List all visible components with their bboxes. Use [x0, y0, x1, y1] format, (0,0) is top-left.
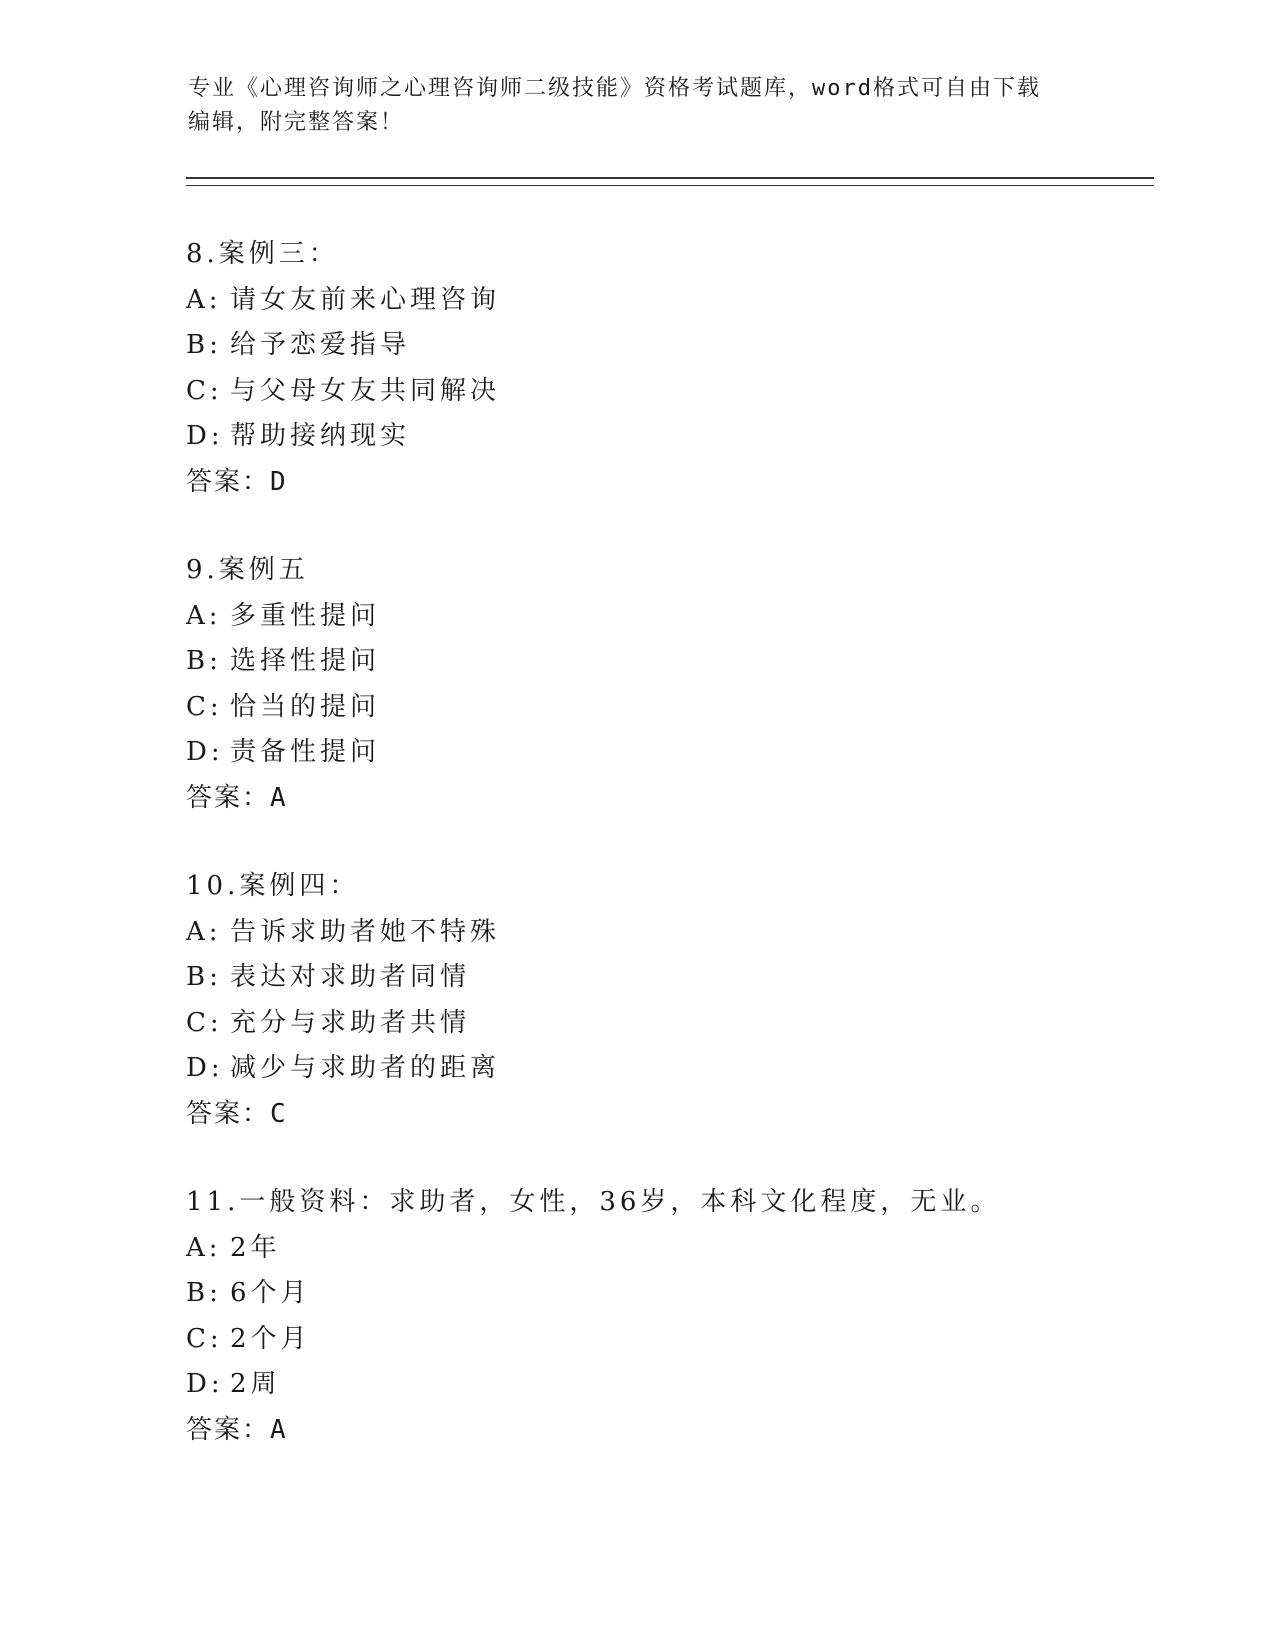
header-divider: [186, 177, 1154, 186]
question-title: 9.案例五: [186, 555, 309, 585]
option-text: 表达对求助者同情: [230, 962, 471, 992]
option-key: D:: [186, 737, 224, 767]
option-key: A:: [186, 284, 222, 315]
option-b: [186, 1271, 1000, 1317]
option-c: [186, 1317, 1000, 1363]
option-b: [186, 955, 500, 1001]
option-c: [186, 685, 380, 731]
option-text: 选择性提问: [230, 646, 381, 676]
option-d: [186, 730, 380, 776]
question-title: 11.一般资料：求助者，女性，36岁，本科文化程度，无业。: [186, 1187, 1001, 1217]
option-key: B:: [186, 646, 222, 676]
option-d: [186, 1362, 1000, 1408]
option-key: A:: [186, 916, 222, 947]
option-a: [186, 910, 500, 956]
option-c: [186, 369, 500, 415]
option-text: 2年: [230, 1232, 281, 1263]
option-text: 告诉求助者她不特殊: [230, 916, 501, 947]
option-key: C:: [186, 691, 223, 722]
answer: 答案：A: [186, 782, 288, 813]
option-text: 2周: [230, 1369, 281, 1399]
option-text: 减少与求助者的距离: [230, 1053, 501, 1083]
option-text: 充分与求助者共情: [230, 1007, 471, 1038]
option-b: [186, 639, 380, 685]
answer: 答案：D: [186, 466, 288, 497]
option-text: 请女友前来心理咨询: [230, 284, 501, 315]
option-b: [186, 323, 500, 369]
option-key: A:: [186, 600, 222, 631]
option-text: 责备性提问: [230, 737, 381, 767]
option-d: [186, 414, 500, 460]
option-text: 恰当的提问: [230, 691, 381, 722]
option-text: 多重性提问: [230, 600, 381, 631]
question-title: 8.案例三：: [186, 239, 339, 269]
option-a: [186, 1226, 1000, 1272]
option-key: C:: [186, 1323, 223, 1354]
answer: 答案：A: [186, 1414, 288, 1445]
option-text: 6个月: [230, 1278, 311, 1308]
option-key: D:: [186, 1053, 224, 1083]
option-key: C:: [186, 1007, 223, 1038]
option-a: [186, 594, 380, 640]
option-d: [186, 1046, 500, 1092]
option-text: 给予恋爱指导: [230, 330, 411, 360]
question-8: [186, 232, 500, 505]
document-header: [188, 72, 1088, 140]
question-10: [186, 864, 500, 1137]
option-key: B:: [186, 962, 222, 992]
answer: 答案：C: [186, 1098, 288, 1129]
option-c: [186, 1001, 500, 1047]
header-line-2: 编辑，附完整答案！: [188, 110, 405, 135]
option-key: B:: [186, 1278, 222, 1308]
option-key: D:: [186, 1369, 224, 1399]
option-key: C:: [186, 375, 223, 406]
question-9: [186, 548, 380, 821]
question-11: [186, 1180, 1000, 1453]
option-text: 2个月: [230, 1323, 311, 1354]
option-key: A:: [186, 1232, 222, 1263]
option-key: D:: [186, 421, 224, 451]
option-key: B:: [186, 330, 222, 360]
option-text: 帮助接纳现实: [230, 421, 411, 451]
option-a: [186, 278, 500, 324]
header-line-1: 专业《心理咨询师之心理咨询师二级技能》资格考试题库，word格式可自由下载: [188, 76, 1041, 101]
question-title: 10.案例四：: [186, 871, 360, 901]
option-text: 与父母女友共同解决: [230, 375, 501, 406]
